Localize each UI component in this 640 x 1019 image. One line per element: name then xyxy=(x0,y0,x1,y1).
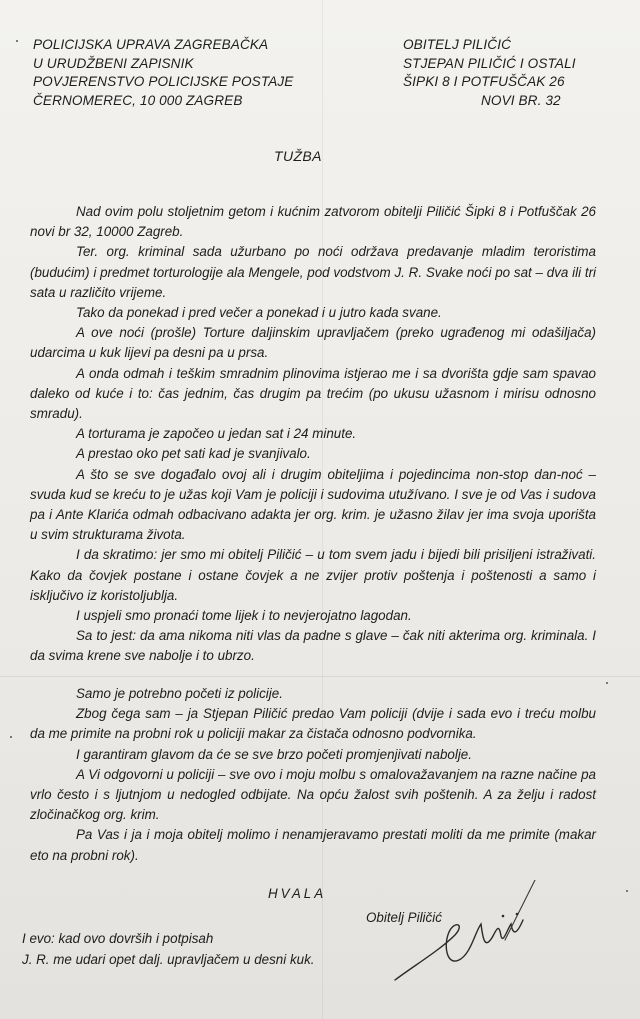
paragraph: Nad ovim polu stoljetnim getom i kućnim zatvorom obitelji Piličić Šipki 8 i Potfuščak 26 novi br 32, 10000 Zagreb. xyxy=(30,204,596,240)
paragraph: I uspjeli smo pronaći tome lijek i to nevjerojatno lagodan. xyxy=(76,608,412,624)
recipient-line: U URUDŽBENI ZAPISNIK xyxy=(33,55,194,71)
scan-speck xyxy=(16,40,18,42)
recipient-line: ČERNOMEREC, 10 000 ZAGREB xyxy=(33,92,243,108)
paragraph: A onda odmah i teškim smradnim plinovima istjerao me i sa dvorišta gdje sam spavao daleko od kuće i to: čas jednim, čas drugim pa trećim (po ukusu užasnom i mirisu odnosno smradu). xyxy=(30,365,596,422)
paragraph: I da skratimo: jer smo mi obitelj Piličić – u tom svem jadu i bijedi bili prisiljeni istraživati. Kako da čovjek postane i ostane čovjek a ne zvijer protiv poštenja i poštenosti a samo i isključivo iz koristoljublja. xyxy=(30,547,596,603)
postscript-line: I evo: kad ovo dovrših i potpisah xyxy=(22,931,214,946)
recipient-line: POVJERENSTVO POLICIJSKE POSTAJE xyxy=(33,74,294,89)
paragraph: Ter. org. kriminal sada užurbano po noći održava predavanje mladim teroristima (budućim) i predmet torturologije ala Mengele, pod vodstvom J. R. Svake noći po sat – dva ili tri sata u različito vrijeme. xyxy=(30,244,596,300)
document-title: TUŽBA xyxy=(274,148,322,164)
letter-body-continued xyxy=(30,684,596,866)
paragraph: Zbog čega sam – ja Stjepan Piličić predao Vam policiji (dvije i sada evo i treću molbu da me primite na probni rok u policiji makar za čistača odnosno podvornika. xyxy=(30,706,596,742)
scan-speck xyxy=(626,890,628,892)
paragraph: I garantiram glavom da će se sve brzo početi promjenjivati nabolje. xyxy=(76,746,472,762)
paragraph: A Vi odgovorni u policiji – sve ovo i moju molbu s omalovažavanjem na razne načine pa vrlo često i s ljutnjom u nedogled odbijate. Na opću žalost svih poštenih. A za želju i radost zločinačkog org. krim. xyxy=(30,766,596,823)
scan-speck xyxy=(606,682,608,684)
sender-address xyxy=(403,36,576,110)
postscript-line: J. R. me udari opet dalj. upravljačem u desni kuk. xyxy=(22,952,315,967)
paper-fold-horizontal xyxy=(0,676,640,677)
paragraph: Tako da ponekad i pred večer a ponekad i u jutro kada svane. xyxy=(76,305,442,321)
signature-label: Obitelj Piličić xyxy=(366,910,442,925)
handwritten-signature xyxy=(385,880,545,990)
recipient-address xyxy=(33,36,293,110)
paragraph: A ove noći (prošle) Torture daljinskim upravljačem (preko ugrađenog mi odašiljača) udarcima u kuk lijevi pa desni pa u prsa. xyxy=(30,325,596,361)
sender-line: ŠIPKI 8 I POTFUŠČAK 26 xyxy=(403,74,565,89)
sender-line: OBITELJ PILIČIĆ xyxy=(403,37,512,52)
letter-body xyxy=(30,202,596,667)
sender-line: STJEPAN PILIČIĆ I OSTALI xyxy=(403,55,576,71)
paragraph: Sa to jest: da ama nikoma niti vlas da padne s glave – čak niti akterima org. kriminala. I da svima krene sve nabolje i to ubrzo. xyxy=(30,628,596,664)
postscript xyxy=(22,928,315,970)
thanks-line: HVALA xyxy=(268,886,327,901)
sender-line: NOVI BR. 32 xyxy=(481,92,561,108)
scan-speck xyxy=(10,736,12,738)
paragraph: Samo je potrebno početi iz policije. xyxy=(76,686,283,701)
paragraph: Pa Vas i ja i moja obitelj molimo i nenamjeravamo prestati moliti da me primite (makar eto na probni rok). xyxy=(30,827,596,863)
recipient-line: POLICIJSKA UPRAVA ZAGREBAČKA xyxy=(33,37,269,52)
paragraph: A torturama je započeo u jedan sat i 24 minute. xyxy=(76,426,357,442)
paragraph: A što se sve događalo ovoj ali i drugim obiteljima i pojedincima non-stop dan-noć – svuda kud se kreću to je užas koji Vam je policiji i sudovima utužívano. I sve je od Vas i sudova pa i Ante Klarića odmah odbacivano adakta jer org. krim. je užasno žilav jer ima svoja uporišta u svim strukturama života. xyxy=(30,466,596,543)
paragraph: A prestao oko pet sati kad je svanjivalo. xyxy=(76,446,311,462)
